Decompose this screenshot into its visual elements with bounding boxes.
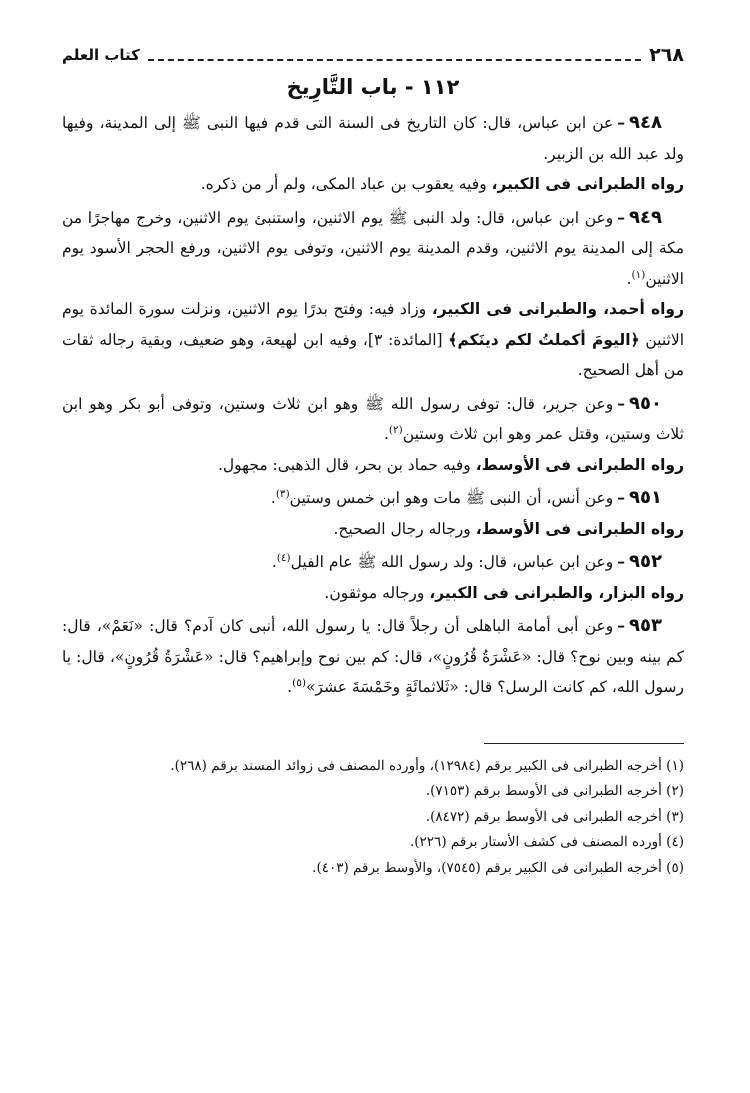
hadith-number: ٩٥٣	[629, 615, 662, 636]
hadith-text	[62, 108, 684, 169]
dash: –	[617, 488, 626, 507]
footnote-item: (٣) أخرجه الطبرانى فى الأوسط برقم (٨٤٧٢).	[425, 808, 684, 825]
sentence-end: .	[270, 489, 276, 507]
source-comment: وفيه يعقوب بن عباد المكى، ولم أر من ذكره.	[200, 175, 492, 193]
footnote-item: (٤) أورده المصنف فى كشف الأستار برقم (٢٢٦).	[409, 834, 684, 850]
sentence-end: .	[287, 678, 293, 696]
footnotes	[62, 754, 684, 882]
source-comment: ورجاله رجال الصحيح.	[333, 519, 476, 538]
dash: –	[617, 393, 626, 413]
hadith-body: وعن ابن عباس، قال: ولد النبى ﷺ يوم الاثنين، واستنبئ يوم الاثنين، وخرج مهاجرًا من مكة إلى المدينة يوم الاثنين، وقدم المدينة يوم الاثنين، وتوفى يوم الاثنين، ورفع الحجر الأسود يوم الاثنين	[62, 208, 684, 288]
source-comment: وزاد فيه: وفتح بدرًا يوم الاثنين، ونزلت سورة المائدة يوم الاثنين	[62, 300, 684, 349]
source-comment: ورجاله موثقون.	[324, 583, 430, 602]
hadith-block	[62, 203, 684, 386]
hadith-block	[62, 611, 684, 703]
hadith-number: ٩٥٠	[629, 392, 662, 414]
hadith-text	[62, 203, 684, 295]
footnote-item: (٥) أخرجه الطبرانى فى الكبير برقم (٧٥٤٥)، والأوسط برقم (٤٠٣).	[312, 859, 684, 876]
sentence-end: .	[383, 425, 389, 443]
hadith-source	[62, 294, 684, 386]
footnote-reference: (٥)	[292, 676, 306, 689]
dash: –	[617, 207, 626, 227]
dash: –	[617, 616, 626, 635]
hadith-source	[62, 450, 684, 481]
footnote-item: (١) أخرجه الطبرانى فى الكبير برقم (١٢٩٨٤)، وأورده المصنف فى زوائد المسند برقم (٢٦٨).	[170, 757, 684, 774]
header-divider	[148, 59, 641, 61]
hadith-body: وعن جرير، قال: توفى رسول الله ﷺ وهو ابن ثلاث وستين، وتوفى أبو بكر وهو ابن ثلاث وستين، وقتل عمر وهو ابن ثلاث وستين	[62, 394, 684, 443]
hadith-body: عن ابن عباس، قال: كان التاريخ فى السنة التى قدم فيها النبى ﷺ إلى المدينة، وفيها ولد عبد الله بن الزبير.	[62, 114, 684, 163]
book-title: كتاب العلم	[62, 46, 140, 64]
sentence-end: .	[626, 269, 632, 288]
hadith-source	[62, 514, 684, 545]
quran-verse: ﴿اليومَ أكملتُ لكم دينَكم﴾	[448, 330, 640, 349]
hadith-text	[62, 483, 684, 514]
hadith-text	[62, 389, 684, 450]
hadith-number: ٩٥١	[629, 487, 662, 508]
document-page	[62, 38, 684, 1073]
hadith-source	[62, 169, 684, 200]
hadith-body: وعن أبى أمامة الباهلى أن رجلاً قال: يا رسول الله، أنبى كان آدم؟ قال: «نَعَمْ»، قال: كم بينه وبين نوح؟ قال: «عَشْرَةُ قُرُونٍ»، قال: كم بين نوح وإبراهيم؟ قال: «عَشْرَةُ قُرُونٍ»، قال: يا رسول الله، كم كانت الرسل؟ قال: «ثَلاثمائَةٍ وخَمْسَةَ عشرَ»	[62, 617, 684, 696]
hadith-text	[62, 547, 684, 578]
chapter-title: ١١٢ - باب التَّارِيخ	[286, 75, 460, 99]
source-comment: وفيه حماد بن بحر، قال الذهبى: مجهول.	[217, 455, 476, 474]
hadith-text	[62, 611, 684, 703]
footnote-reference: (٢)	[388, 423, 403, 436]
source-reference: رواه الطبرانى فى الكبير،	[491, 175, 684, 193]
page-number: ٢٦٨	[649, 44, 684, 66]
hadith-body: وعن ابن عباس، قال: ولد رسول الله ﷺ عام الفيل	[290, 553, 614, 571]
footnote-item: (٢) أخرجه الطبرانى فى الأوسط برقم (٧١٥٣).	[425, 783, 684, 799]
hadith-body: وعن أنس، أن النبى ﷺ مات وهو ابن خمس وستين	[289, 489, 614, 507]
source-reference: رواه الطبرانى فى الأوسط،	[475, 519, 684, 538]
hadith-block	[62, 547, 684, 608]
sentence-end: .	[271, 553, 277, 571]
hadith-number: ٩٤٩	[629, 206, 662, 228]
footnote-reference: (٣)	[275, 487, 290, 500]
footnote-reference: (٤)	[276, 551, 291, 564]
hadith-number: ٩٤٨	[629, 112, 662, 133]
footnote-divider	[484, 743, 684, 744]
hadith-block	[62, 108, 684, 200]
hadith-block	[62, 389, 684, 481]
footnote-reference: (١)	[631, 268, 646, 281]
dash: –	[617, 552, 626, 571]
source-reference: رواه الطبرانى فى الأوسط،	[475, 455, 684, 474]
hadith-number: ٩٥٢	[629, 551, 662, 572]
source-reference: رواه أحمد، والطبرانى فى الكبير،	[431, 300, 684, 318]
source-reference: رواه البزار، والطبرانى فى الكبير،	[429, 583, 684, 602]
dash: –	[617, 113, 626, 132]
running-header	[62, 38, 684, 66]
hadith-source	[62, 578, 684, 609]
hadith-block	[62, 483, 684, 544]
source-comment: [المائدة: ٣]، وفيه ابن لهيعة، وهو ضعيف، وبقية رجاله ثقات من أهل الصحيح.	[62, 330, 684, 379]
